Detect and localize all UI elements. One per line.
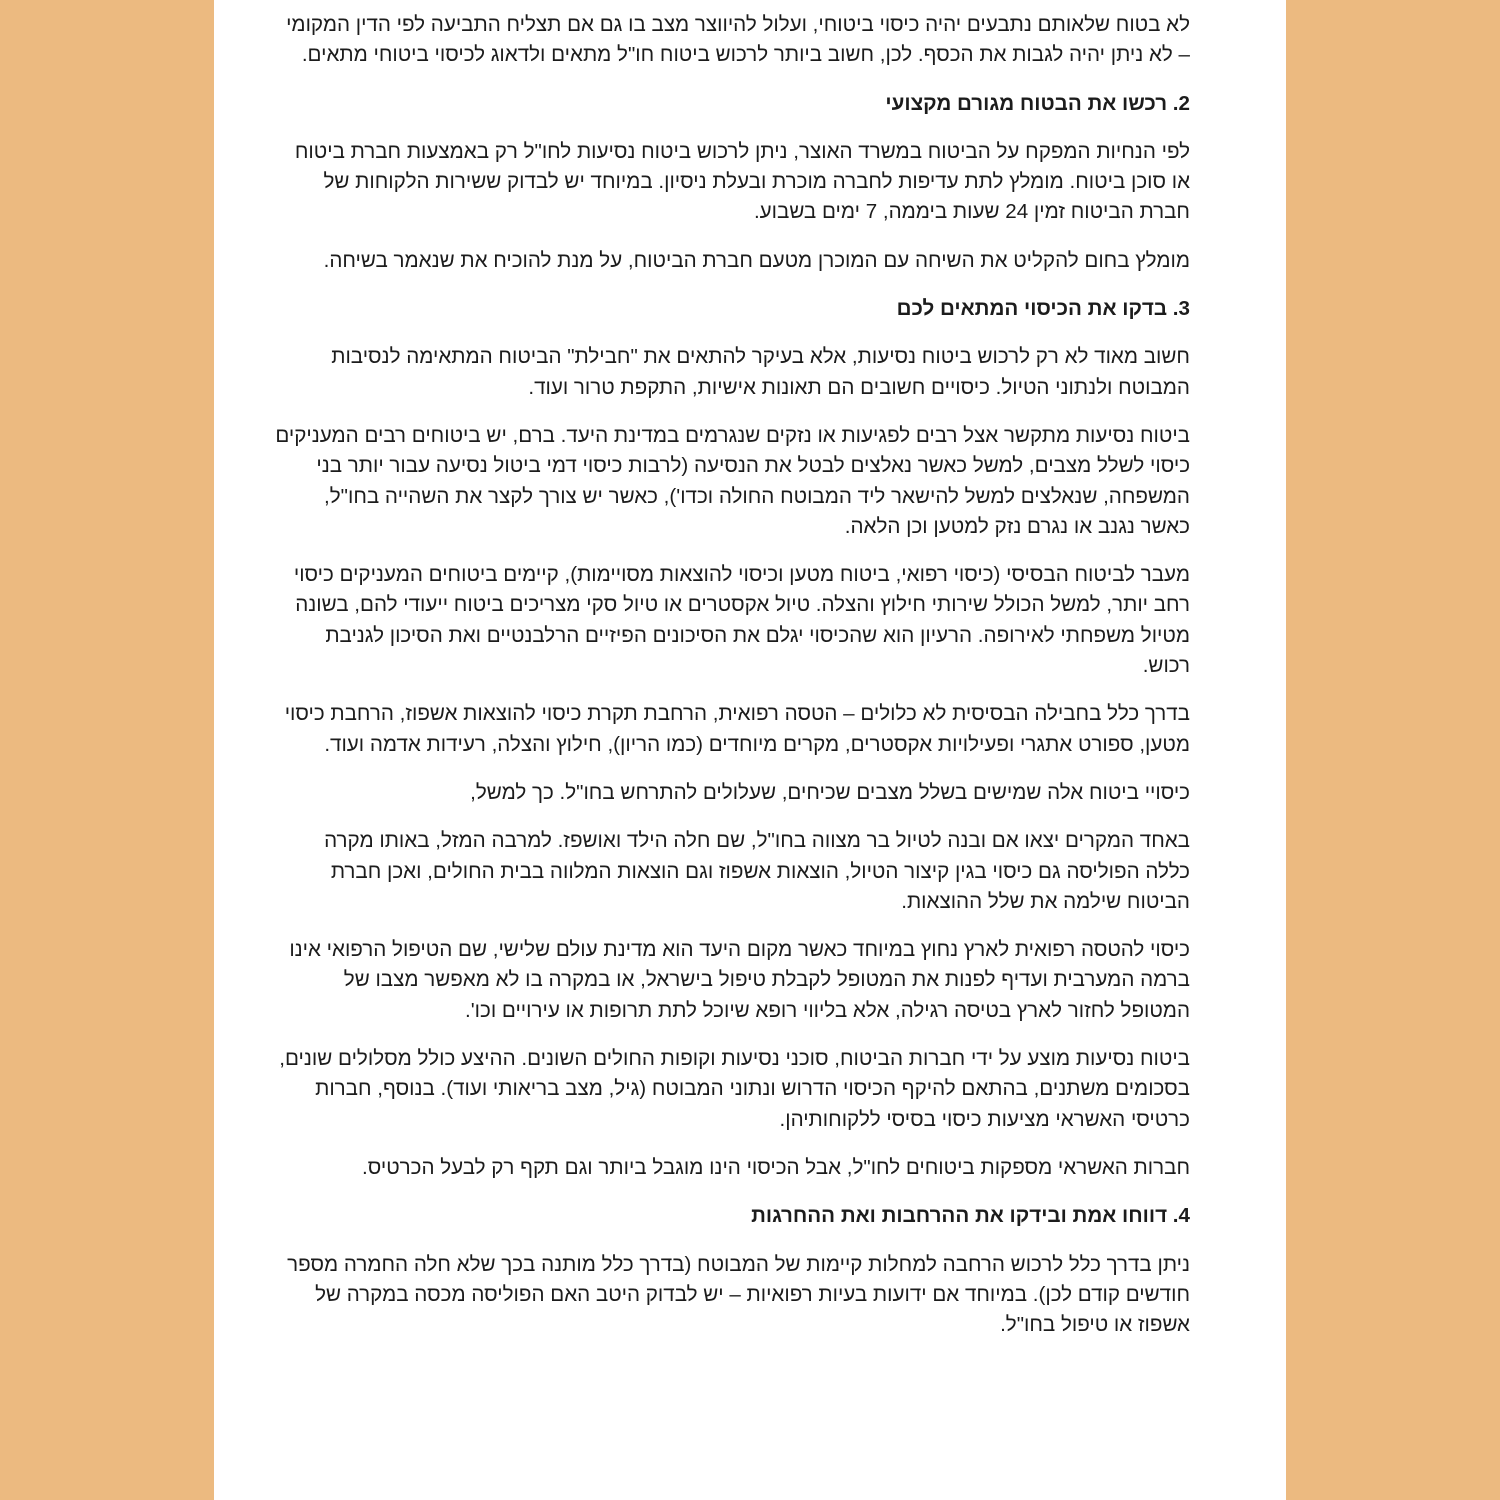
paragraph-basic-insurance: מעבר לביטוח הבסיסי (כיסוי רפואי, ביטוח מטען וכיסוי להוצאות מסויימות), קיימים ביטוחים המעניקים כיסוי רחב יותר, למשל הכולל שירותי חילוץ והצלה. טיול אקסטרים או טיול סקי מצריכים ביטוח ייעודי להם, בשונה מטיול משפחתי לאירופה. הרעיון הוא שהכיסוי יגלם את הסיכונים הפיזיים הרלבנטיים ואת הסיכון לגניבת רכוש. [293,563,1190,678]
paragraph-common-situations: כיסויי ביטוח אלה שמישים בשלל מצבים שכיחים, שעלולים להתרחש בחו"ל. כך למשל, [470,780,1190,804]
paragraph-medical-evacuation: כיסוי להטסה רפואית לארץ נחוץ במיוחד כאשר מקום היעד הוא מדינת עולם שלישי, שם הטיפול הרפואי אינו ברמה המערבית ועדיף לפנות את המטופל לקבלת טיפול בישראל, או במקרה בו לא מאפשר מצבו של המטופל לחזור לארץ בטיסה רגילה, אלא בליווי רופא שיוכל לתת תרופות או עירויים וכו'. [289,938,1190,1022]
paragraph-package-fit: חשוב מאוד לא רק לרכוש ביטוח נסיעות, אלא בעיקר להתאים את "חבילת" הביטוח המתאימה לנסיבות המבוטח ולנתוני הטיול. כיסויים חשובים הם תאונות אישיות, התקפת טרור ועוד. [331,345,1190,399]
paragraph-example-case: באחד המקרים יצאו אם ובנה לטיול בר מצווה בחו"ל, שם חלה הילד ואושפז. למרבה המזל, באותו מקרה כללה הפוליסה גם כיסוי בגין קיצור הטיול, הוצאות אשפוז וגם הוצאות המלווה בבית החולים, ואכן חברת הביטוח שילמה את שלל ההוצאות. [324,829,1190,913]
paragraph-coverage-scenarios: ביטוח נסיעות מתקשר אצל רבים לפגיעות או נזקים שנגרמים במדינת היעד. ברם, יש ביטוחים רבים המעניקים כיסוי לשלל מצבים, למשל כאשר נאלצים לבטל את הנסיעה (לרבות כיסוי דמי ביטול נסיעה עבור יותר בני המשפחה, שנאלצים למשל להישאר ליד המבוטח החולה וכדו'), כאשר יש צורך לקצר את השהייה בחו"ל, כאשר נגנב או נגרם נזק למטען וכן הלאה. [275,423,1190,538]
document-page [214,0,1286,1500]
paragraph-credit-cards: חברות האשראי מספקות ביטוחים לחו"ל, אבל הכיסוי הינו מוגבל ביותר וגם תקף רק לבעל הכרטיס. [362,1155,1190,1179]
paragraph-preexisting-conditions: ניתן בדרך כלל לרכוש הרחבה למחלות קיימות של המבוטח (בדרך כלל מותנה בכך שלא חלה החמרה מספר חודשים קודם לכן). במיוחד אם ידועות בעיות רפואיות – יש לבדוק היטב האם הפוליסה מכסה במקרה של אשפוז או טיפול בחו"ל. [287,1252,1190,1337]
heading-section-3: 3. בדקו את הכיסוי המתאים לכם [896,297,1190,321]
paragraph-providers: ביטוח נסיעות מוצע על ידי חברות הביטוח, סוכני נסיעות וקופות החולים השונים. ההיצע כולל מסלולים שונים, בסכומים משתנים, בהתאם להיקף הכיסוי הדרוש ונתוני המבוטח (גיל, מצב בריאותי ועוד). בנוסף, חברות כרטיסי האשראי מציעות כיסוי בסיסי ללקוחותיהן. [279,1047,1190,1131]
paragraph-legal-claim: לא בטוח שלאותם נתבעים יהיה כיסוי ביטוחי, ועלול להיווצר מצב בו גם אם תצליח התביעה לפי הדין המקומי – לא ניתן יהיה לגבות את הכסף. לכן, חשוב ביותר לרכוש ביטוח חו"ל מתאים ולדאוג לכיסוי ביטוחי מתאים. [286,13,1190,67]
heading-section-4: 4. דווחו אמת ובידקו את ההרחבות ואת ההחרגות [751,1204,1190,1228]
paragraph-record-call: מומלץ בחום להקליט את השיחה עם המוכרן מטעם חברת הביטוח, על מנת להוכיח את שנאמר בשיחה. [323,248,1190,272]
paragraph-not-included: בדרך כלל בחבילה הבסיסית לא כלולים – הטסה רפואית, הרחבת תקרת כיסוי להוצאות אשפוז, הרחבת כיסוי מטען, ספורט אתגרי ופעילויות אקסטרים, מקרים מיוחדים (כמו הריון), חילוץ והצלה, רעידות אדמה ועוד. [284,702,1190,756]
heading-section-2: 2. רכשו את הבטוח מגורם מקצועי [885,91,1190,115]
paragraph-purchase-source: לפי הנחיות המפקח על הביטוח במשרד האוצר, ניתן לרכוש ביטוח נסיעות לחו"ל רק באמצעות חברת ביטוח או סוכן ביטוח. מומלץ לתת עדיפות לחברה מוכרת ובעלת ניסיון. במיוחד יש לבדוק ששירות הלקוחות של חברת הביטוח זמין 24 שעות ביממה, 7 ימים בשבוע. [294,139,1190,224]
